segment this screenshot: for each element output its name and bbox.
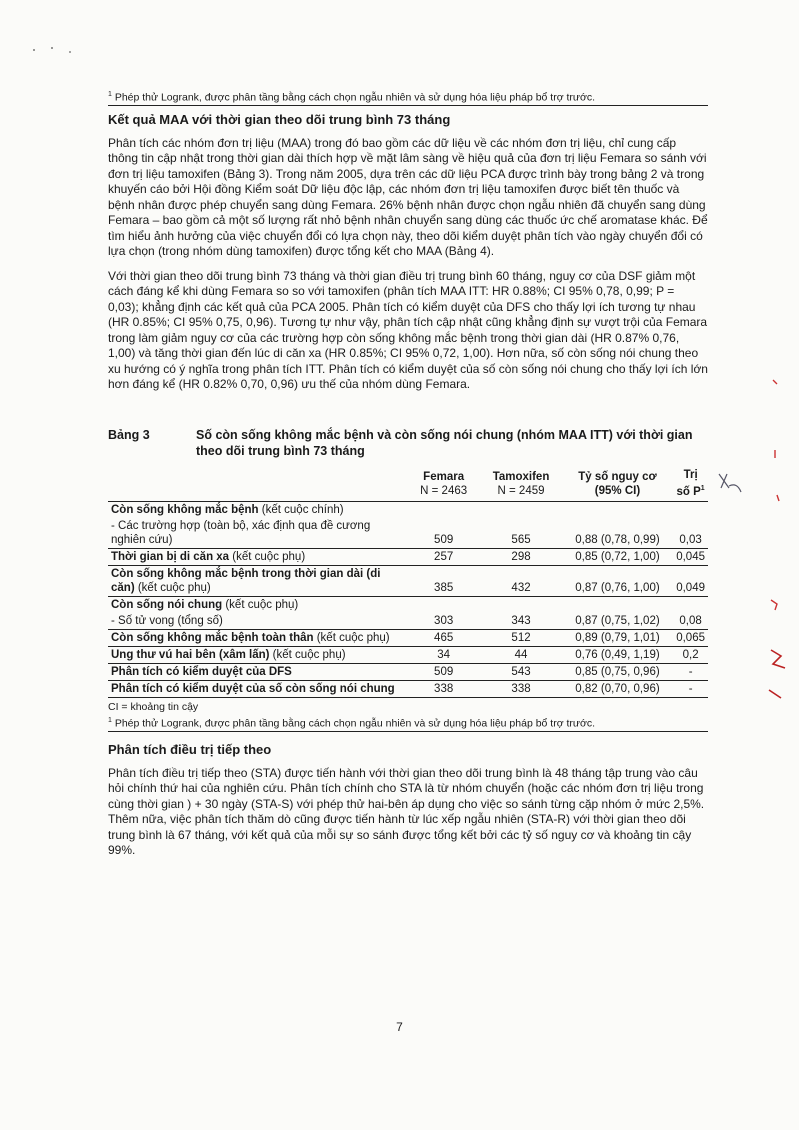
cell-hr: 0,88 (0,78, 0,99) (575, 534, 660, 547)
cell-femara: 338 (407, 681, 480, 698)
section-heading-sta: Phân tích điều trị tiếp theo (108, 741, 272, 757)
row-label: Còn sống nói chung (kết cuộc phụ) (108, 597, 407, 614)
handwriting-mark-icon (715, 470, 745, 500)
cell-p: - (673, 664, 708, 681)
cell-tamoxifen (480, 502, 561, 519)
row-label: Ung thư vú hai bên (xâm lấn) (kết cuộc phụ) (108, 647, 407, 664)
cell-hr: 0,85 (0,75, 0,96) (562, 664, 673, 681)
row-label: Phân tích có kiểm duyệt của số còn sống nói chung (108, 681, 407, 698)
cell-femara: 465 (407, 630, 480, 647)
table-row (108, 681, 708, 698)
cell-hr (562, 597, 673, 614)
cell-tamoxifen: 565 (511, 534, 531, 547)
cell-tamoxifen: 343 (511, 615, 531, 628)
header-femara: Femara N = 2463 (407, 467, 480, 502)
cell-femara: 509 (434, 534, 454, 547)
header-p-value: Trị số $P^1$ (673, 467, 708, 502)
cell-p: 0,045 (673, 549, 708, 566)
row-label: Phân tích có kiểm duyệt của DFS (108, 664, 407, 681)
cell-tamoxifen: 338 (480, 681, 561, 698)
paragraph-sta: Phân tích điều trị tiếp theo (STA) được tiến hành với thời gian theo dõi trung bình là 48 tháng tập trung vào câu hỏi chính thứ hai của nghiên cứu. Phân tích chính cho STA là từ nhóm chuyển (hoặc các nhóm đơn trị liệu trong cùng thời gian ) + 30 ngày (STA-S) với phép thử hai-bên áp dụng cho việc so sánh từng cặp nhóm ở mức 2,5%. Thêm nữa, việc phân tích thăm dò cũng được tiến hành từ lúc xếp ngẫu nhiên (STA-R) với thời gian theo dõi trung bình là 67 tháng, với kết quả của mỗi sự so sánh được tổng kết bởi các tỷ số nguy cơ và khoảng tin cậy 99%. (108, 765, 705, 858)
table-header-row (108, 467, 708, 502)
row-label: Còn sống không mắc bệnh trong thời gian dài (di căn) (kết cuộc phụ) (108, 566, 407, 597)
table-row (108, 630, 708, 647)
table-row (108, 613, 708, 630)
paragraph-maa-2: Với thời gian theo dõi trung bình 73 tháng và thời gian điều trị trung bình 60 tháng, nguy cơ của DSF giảm một cách đáng kể khi dùng Femara so so với tamoxifen (phân tích MAA ITT: HR 0.88%; CI 95% 0,78, 0,99; P = 0,03); khẳng định các kết quả của PCA 2005. Phân tích có kiểm duyệt của DFS cho thấy lợi ích tương tự nhau (HR 0.85%; CI 95% 0,75, 0,96). Tương tự như vậy, phân tích cập nhật cũng khẳng định sự vượt trội của Femara trong làm giảm nguy cơ của các trường hợp còn sống không mắc bệnh trong thời gian dài (HR 0.87% 0,76, 1,00) và tăng thời gian đến lúc di căn xa (HR 0.85%; CI 95% 0,72, 1,00). Hơn nữa, số còn sống nói chung theo xu hướng có ý nghĩa trong phân tích ITT. Phân tích có kiểm duyệt của số còn sống nói chung cho thấy lợi ích lớn hơn đáng kể (HR 0.82% 0,70, 0,96) ưu thế của nhóm dùng Femara. (108, 268, 708, 391)
top-footnote: $^1$ Phép thử Logrank, được phân tầng bằng cách chọn ngẫu nhiên và sử dụng hóa liệu pháp bổ trợ trước. (108, 91, 596, 104)
cell-femara: 257 (407, 549, 480, 566)
margin-stamp-marks-icon (765, 370, 795, 730)
cell-hr (562, 502, 673, 519)
cell-hr: 0,82 (0,70, 0,96) (562, 681, 673, 698)
cell-femara (407, 597, 480, 614)
table-row (108, 502, 708, 519)
row-label: Thời gian bị di căn xa (kết cuộc phụ) (108, 549, 407, 566)
row-label: - Số tử vong (tổng số) (111, 615, 223, 628)
table-row (108, 566, 708, 597)
table-title: Số còn sống không mắc bệnh và còn sống nói chung (nhóm MAA ITT) với thời gian theo dõi trung bình 73 tháng (196, 427, 693, 458)
cell-p (673, 502, 708, 519)
row-label: Còn sống không mắc bệnh (kết cuộc chính) (108, 502, 407, 519)
cell-femara: 303 (434, 615, 454, 628)
table-row (108, 597, 708, 614)
cell-hr: 0,87 (0,76, 1,00) (562, 566, 673, 597)
table-row (108, 518, 708, 549)
table-row (108, 664, 708, 681)
scan-mark-icon (30, 40, 90, 60)
footnote-rule (108, 105, 708, 106)
document-page (108, 88, 708, 868)
cell-p (673, 597, 708, 614)
ci-note: CI = khoảng tin cậy (108, 701, 199, 714)
cell-tamoxifen: 543 (480, 664, 561, 681)
cell-femara: 509 (407, 664, 480, 681)
results-table (108, 467, 708, 699)
cell-tamoxifen: 512 (480, 630, 561, 647)
cell-femara: 385 (407, 566, 480, 597)
cell-p: - (673, 681, 708, 698)
header-tamoxifen: Tamoxifen N = 2459 (480, 467, 561, 502)
cell-hr: 0,87 (0,75, 1,02) (575, 615, 660, 628)
cell-hr: 0,89 (0,79, 1,01) (562, 630, 673, 647)
cell-p: 0,2 (673, 647, 708, 664)
header-hazard-ratio: Tỷ số nguy cơ (95% CI) (562, 467, 673, 502)
cell-femara (407, 502, 480, 519)
paragraph-maa-1: Phân tích các nhóm đơn trị liệu (MAA) trong đó bao gồm các dữ liệu về các nhóm đơn trị liệu, chỉ cung cấp thông tin cập nhật trong thời gian dài thích hợp về mặt lâm sàng về hiệu quả của đơn trị liệu Femara so sánh với đơn trị liệu tamoxifen (Bảng 3). Trong năm 2005, dựa trên các dữ liệu PCA được trình bày trong bảng 2 và trong khuyến cáo bởi Hội đồng Kiểm soát Dữ liệu độc lập, các nhóm đơn trị liệu tamoxifen được biết tên thuốc và bệnh nhân được phép chuyển sang dùng Femara. 26% bệnh nhân được chọn ngẫu nhiên đã chuyển sang dùng Femara – bao gồm cả một số lượng rất nhỏ bệnh nhân chuyển sang dùng các thuốc ức chế aromatase khác. Để tìm hiểu ảnh hưởng của việc chuyển đổi có lựa chọn này, theo dõi kiểm duyệt phân tích vào ngày chuyển đổi có lựa chọn (trong nhóm dùng tamoxifen) được tổng kết cho MAA (Bảng 4). (108, 135, 708, 258)
cell-p: 0,065 (673, 630, 708, 647)
table-caption (108, 427, 708, 459)
table-number: Bảng 3 (108, 427, 150, 442)
row-label: Còn sống không mắc bệnh toàn thân (kết cuộc phụ) (108, 630, 407, 647)
table-footnote-rule (108, 731, 708, 732)
header-blank (108, 467, 407, 502)
cell-hr: 0,85 (0,72, 1,00) (562, 549, 673, 566)
cell-femara: 34 (407, 647, 480, 664)
page-number: 7 (396, 1020, 403, 1034)
cell-p: 0,03 (679, 534, 702, 547)
table-footnote: $^1$ Phép thử Logrank, được phân tầng bằng cách chọn ngẫu nhiên và sử dụng hóa liệu pháp bổ trợ trước. (108, 717, 596, 730)
cell-tamoxifen (480, 597, 561, 614)
table-row (108, 647, 708, 664)
table-row (108, 549, 708, 566)
cell-tamoxifen: 298 (480, 549, 561, 566)
cell-p: 0,08 (679, 615, 702, 628)
section-heading-maa: Kết quả MAA với thời gian theo dõi trung bình 73 tháng (108, 111, 451, 127)
cell-p: 0,049 (673, 566, 708, 597)
cell-hr: 0,76 (0,49, 1,19) (562, 647, 673, 664)
cell-tamoxifen: 44 (480, 647, 561, 664)
cell-tamoxifen: 432 (480, 566, 561, 597)
row-label: - Các trường hợp (toàn bộ, xác định qua đề cương nghiên cứu) (111, 520, 371, 547)
